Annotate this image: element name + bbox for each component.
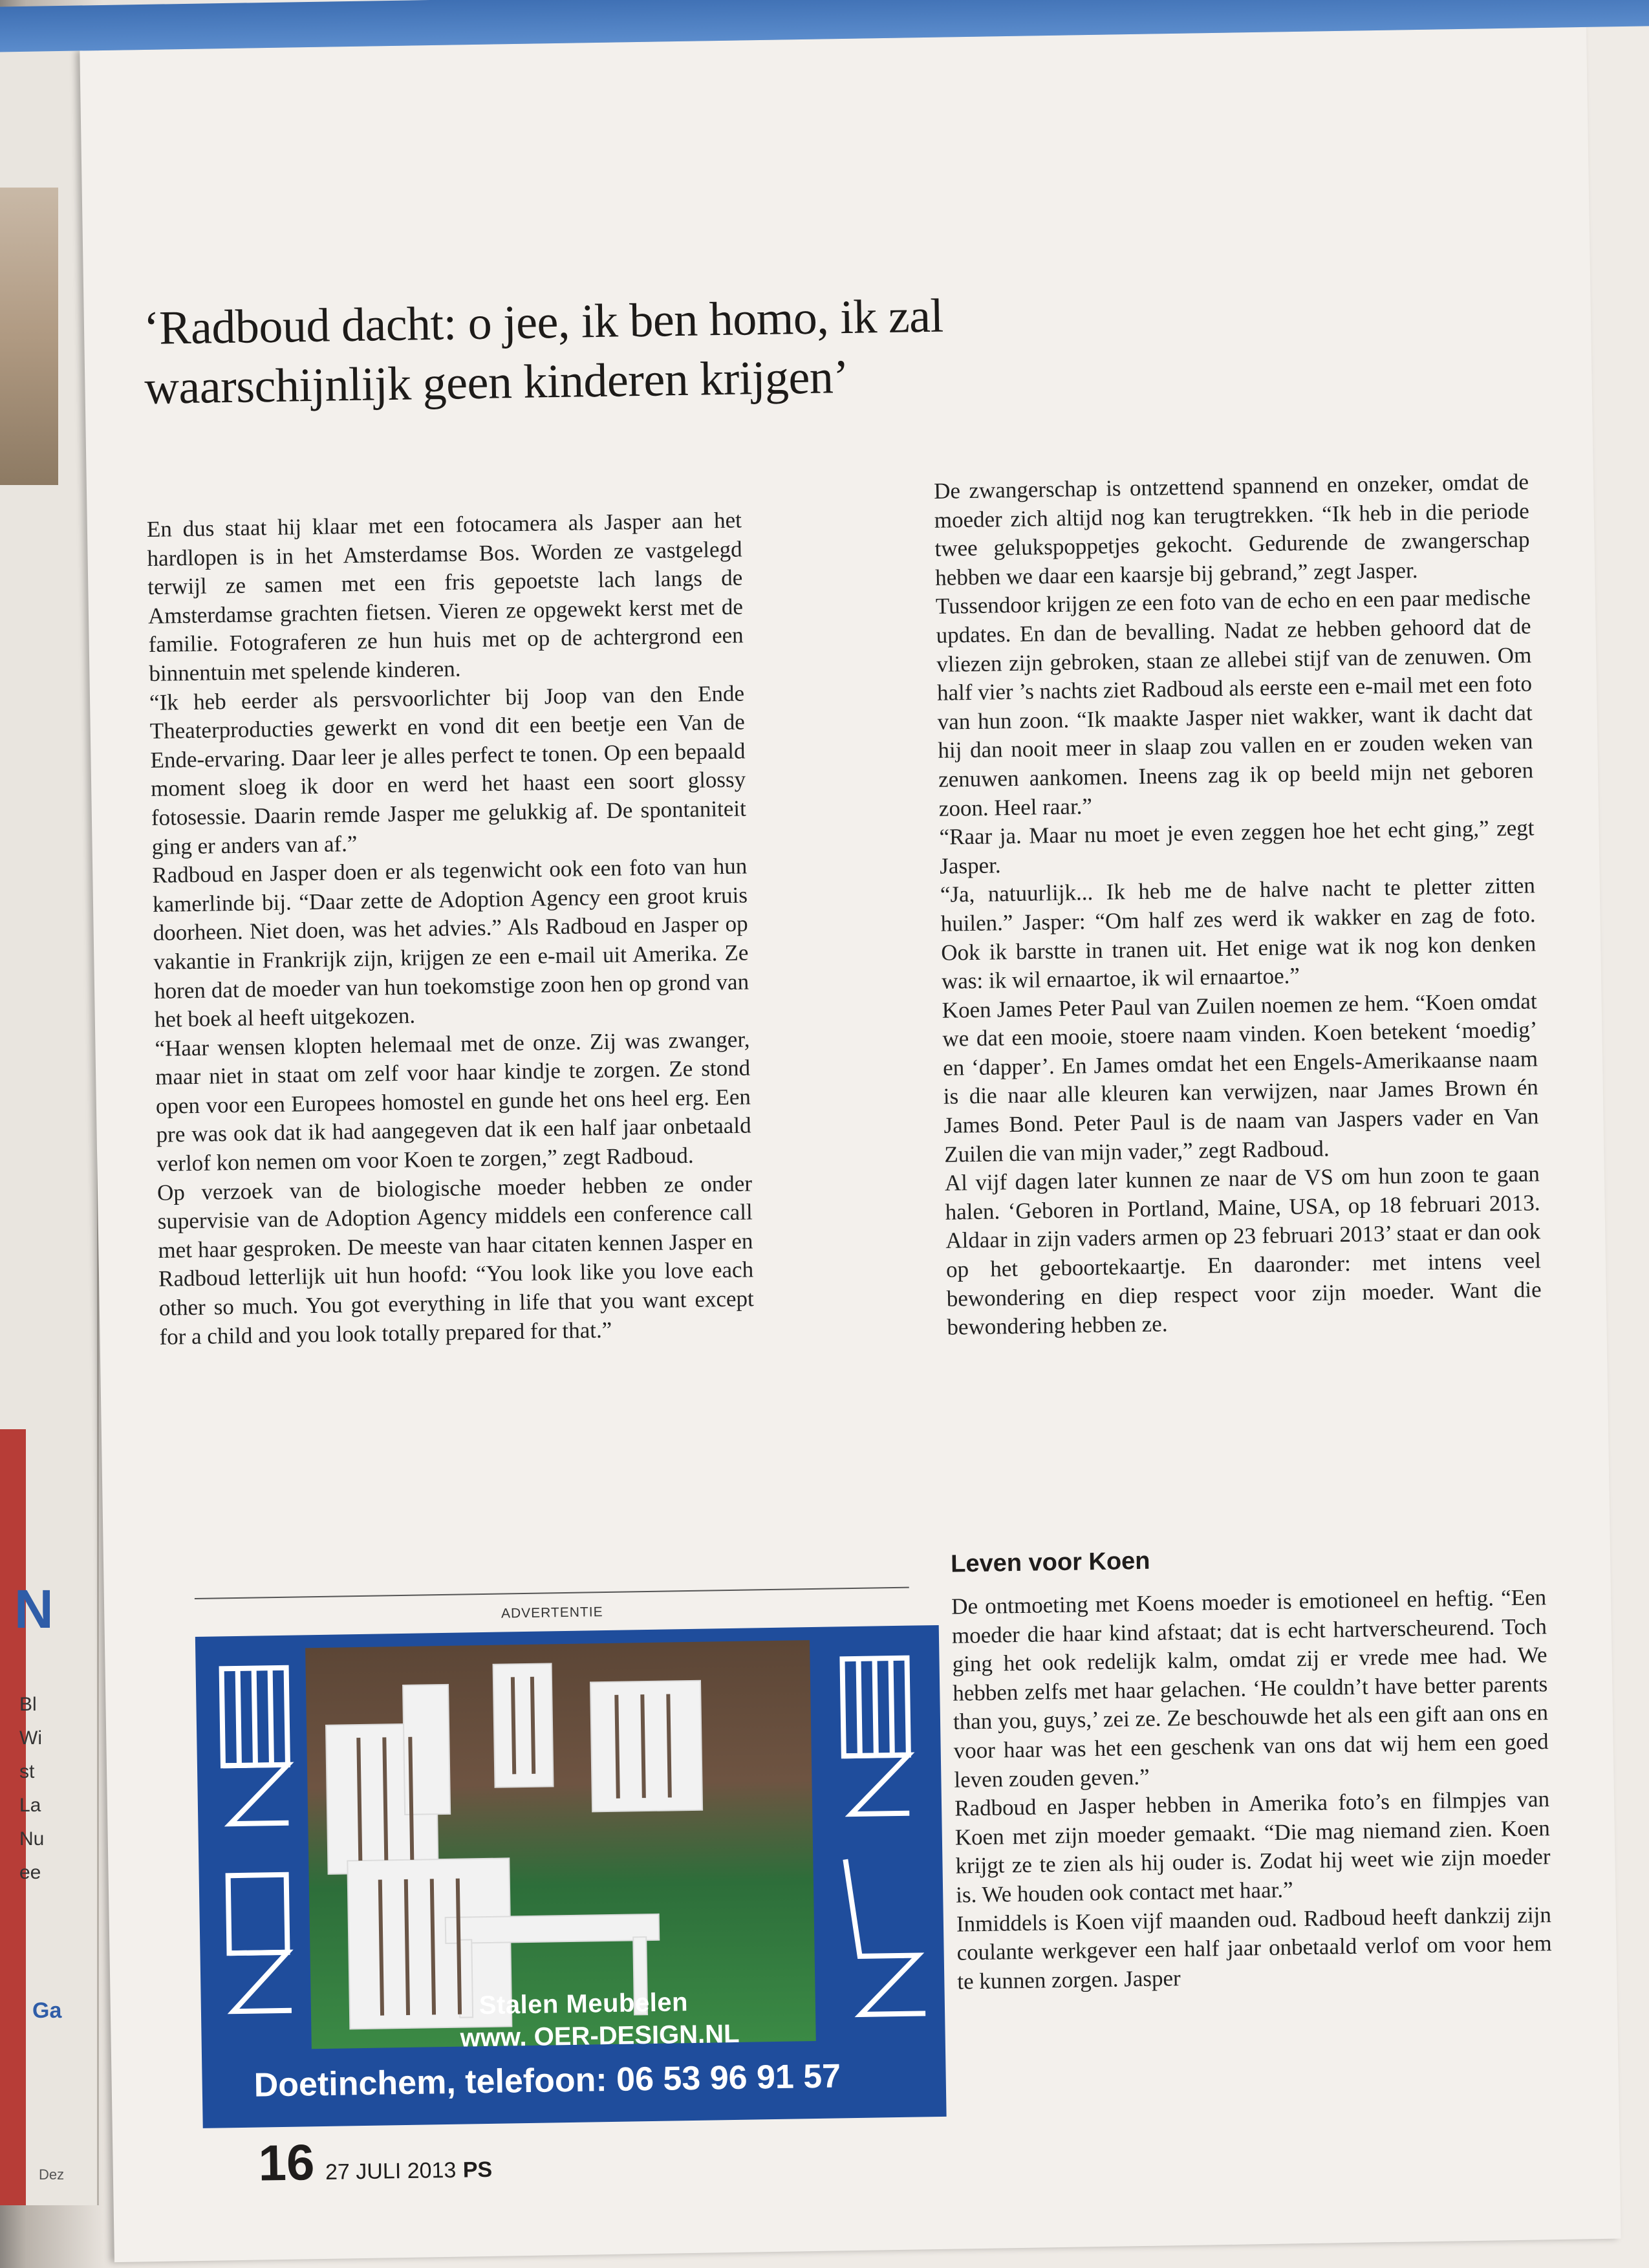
paragraph: Tussendoor krijgen ze een foto van de echo en een paar medische updates. En dan de bevalling. Nadat ze hebben gehoord dat de vliezen zijn gebroken, staan ze allebei stijf van de zenuwen. Om half vier ’s nachts ziet Radboud als eerste een e-mail met een foto van hun zoon. “Ik maakte Jasper niet wakker, want ik dacht dat hij dan nooit meer in slaap zou vallen en er zouden weken van zenuwen aankomen. Ineens zag ik op beeld mijn net geboren zoon. Heel raar.” — [935, 584, 1534, 821]
previous-page-heading: Ga — [32, 1998, 62, 2023]
left-column — [147, 506, 755, 1352]
page-footer — [258, 2130, 493, 2193]
right-column — [934, 468, 1542, 1342]
paragraph: Radboud en Jasper hebben in Amerika foto’s en filmpjes van Koen met zijn moeder gemaakt. “Die mag niemand zien. Koen krijgt ze te zien als hij ouder is. Zodat hij weet wie zijn moeder is. We houden ook contact met haar.” — [954, 1786, 1551, 1908]
paragraph: Radboud en Jasper doen er als tegenwicht ook een foto van hun kamerlinde bij. “Daar zette de Adoption Agency een groot kruis doorheen. Niet doen, was het advies.” Als Radboud en Jasper op vakantie in Frankrijk zijn, krijgen ze een e-mail uit Amerika. Ze horen dat de moeder van hun toekomstige zoon hen op grond van het boek al heeft uitgekozen. — [152, 853, 749, 1032]
magazine-name: PS — [462, 2157, 493, 2183]
paragraph: Koen James Peter Paul van Zuilen noemen ze hem. “Koen omdat we dat een mooie, stoere naam vinden. Koen betekent ‘moedig’ en ‘dapper’. En James omdat het een Engels-Amerikaanse naam is die naar alle kleuren kan verwijzen, naar James Brown én James Bond. Peter Paul is de naam van Jaspers vader en Van Zuilen die van mijn vader,” zegt Radboud. — [942, 988, 1539, 1167]
advertisement-label: ADVERTENTIE — [501, 1604, 603, 1621]
headline-line-2: waarschijnlijk geen kinderen krijgen’ — [144, 350, 850, 415]
page-number: 16 — [257, 2133, 316, 2192]
chair-illustration-left — [208, 1661, 311, 2024]
paragraph: Op verzoek van de biologische moeder hebben ze onder supervisie van de Adoption Agency middels een conference call met haar gesproken. De meeste van haar citaten kennen Jasper en Radboud letterlijk uit hun hoofd: “You look like you love each other so much. You got everything in life that you want except for a child and you look totally prepared for that.” — [156, 1171, 755, 1350]
paragraph: “Haar wensen klopten helemaal met de onze. Zij was zwanger, maar niet in staat om zelf voor haar kindje te zorgen. Ze stond open voor een Europees homostel en gunde het ons heel erg. Een pre was ook dat ik had aangegeven dat ik een half jaar onbetaald verlof kon nemen om voor Koen te zorgen,” zegt Radboud. — [155, 1026, 751, 1176]
paragraph: De ontmoeting met Koens moeder is emotioneel en heftig. “Een moeder die haar kind afstaat; dat is echt hartverscheurend. Toch ging het ook redelijk kalm, omdat zij er vrede mee had. We hebben zelfs met haar gelachen. ‘He couldn’t have better parents than you, guys,’ zei ze. Ze beschouwde het als een gift aan ons en voor haar was het een geschenk van ons dat wij hem een goed leven zouden geven.” — [951, 1584, 1549, 1793]
previous-page-big-letter: N — [14, 1579, 54, 1639]
furniture-photo — [305, 1640, 816, 2049]
section-subhead: Leven voor Koen — [950, 1547, 1150, 1578]
furniture-illustration — [305, 1640, 816, 2049]
headline-line-1: ‘Radboud dacht: o jee, ik ben homo, ik zal — [143, 289, 944, 356]
paragraph: En dus staat hij klaar met een fotocamera als Jasper aan het hardlopen is in het Amsterdamse Bos. Worden ze vastgelegd terwijl ze samen met een fris gepoetste lach langs de Amsterdamse grachten fietsen. Vieren ze opgewekt kerst met de familie. Fotograferen ze hun huis met op de achtergrond een binnentuin met spelende kinderen. — [146, 507, 744, 686]
previous-page-text — [19, 1688, 44, 1890]
previous-page-line: Bl — [19, 1694, 37, 1715]
paragraph: “Ja, natuurlijk... Ik heb me de halve nacht te pletter zitten huilen.” Jasper: “Om half zes werd ik wakker en zag de foto. Ook ik barstte in tranen uit. Het enige wat ik nog kon denken was: ik wil ernaartoe, ik wil ernaartoe.” — [940, 872, 1536, 994]
paragraph: De zwangerschap is ontzettend spannend en onzeker, omdat de moeder zich altijd nog kan terugtrekken. “Ik heb in die periode twee gelukspoppetjes gekocht. Gedurende de zwangerschap hebben we daar een kaarsje bij gebrand,” zegt Jasper. — [933, 469, 1530, 590]
advertisement-brand: Stalen Meubelen — [479, 1988, 689, 2020]
right-column-continued — [951, 1583, 1553, 1996]
article-headline — [143, 281, 1244, 418]
previous-page-line: Nu — [19, 1828, 45, 1850]
advertisement-divider — [195, 1587, 909, 1599]
advertisement-phone: Doetinchem, telefoon: 06 53 96 91 57 — [253, 2057, 841, 2104]
previous-page-line: st — [19, 1761, 35, 1782]
previous-page-photo — [0, 188, 58, 485]
page-top-band — [0, 0, 1649, 53]
paragraph: “Ik heb eerder als persvoorlichter bij Joop van den Ende Theaterproducties gewerkt en vond dit een beetje een Van de Ende-ervaring. Daar leer je alles perfect te tonen. Op een bepaald moment sloeg ik door en werd het haast een soort glossy fotosessie. Daarin remde Jasper me gelukkig af. De spontaniteit ging er anders van af.” — [149, 680, 747, 859]
previous-page-line: Wi — [19, 1727, 42, 1749]
magazine-page — [80, 27, 1621, 2262]
paragraph: Inmiddels is Koen vijf maanden oud. Radboud heeft dankzij zijn coulante werkgever een half jaar onbetaald verlof om voor hem te kunnen zorgen. Jasper — [956, 1901, 1552, 1994]
advertisement — [195, 1625, 947, 2128]
previous-page-line: ee — [19, 1862, 41, 1883]
chair-illustration-right — [816, 1651, 938, 2028]
previous-page-footer: Dez — [39, 2166, 65, 2183]
paragraph: “Raar ja. Maar nu moet je even zeggen hoe het echt ging,” zegt Jasper. — [939, 815, 1535, 879]
previous-page-line: La — [19, 1795, 41, 1816]
paragraph: Al vijf dagen later kunnen ze naar de VS om hun zoon te gaan halen. ‘Geboren in Portland, Maine, USA, op 18 februari 2013. Aldaar in zijn vaders armen op 23 februari 2013’ staat er dan ook op het geboortekaartje. En daaronder: met intens veel bewondering en diep respect voor zijn moeder. Want die bewondering hebben ze. — [944, 1161, 1542, 1340]
issue-date: 27 JULI 2013 — [325, 2157, 457, 2185]
advertisement-url[interactable]: www. OER-DESIGN.NL — [460, 2019, 740, 2053]
